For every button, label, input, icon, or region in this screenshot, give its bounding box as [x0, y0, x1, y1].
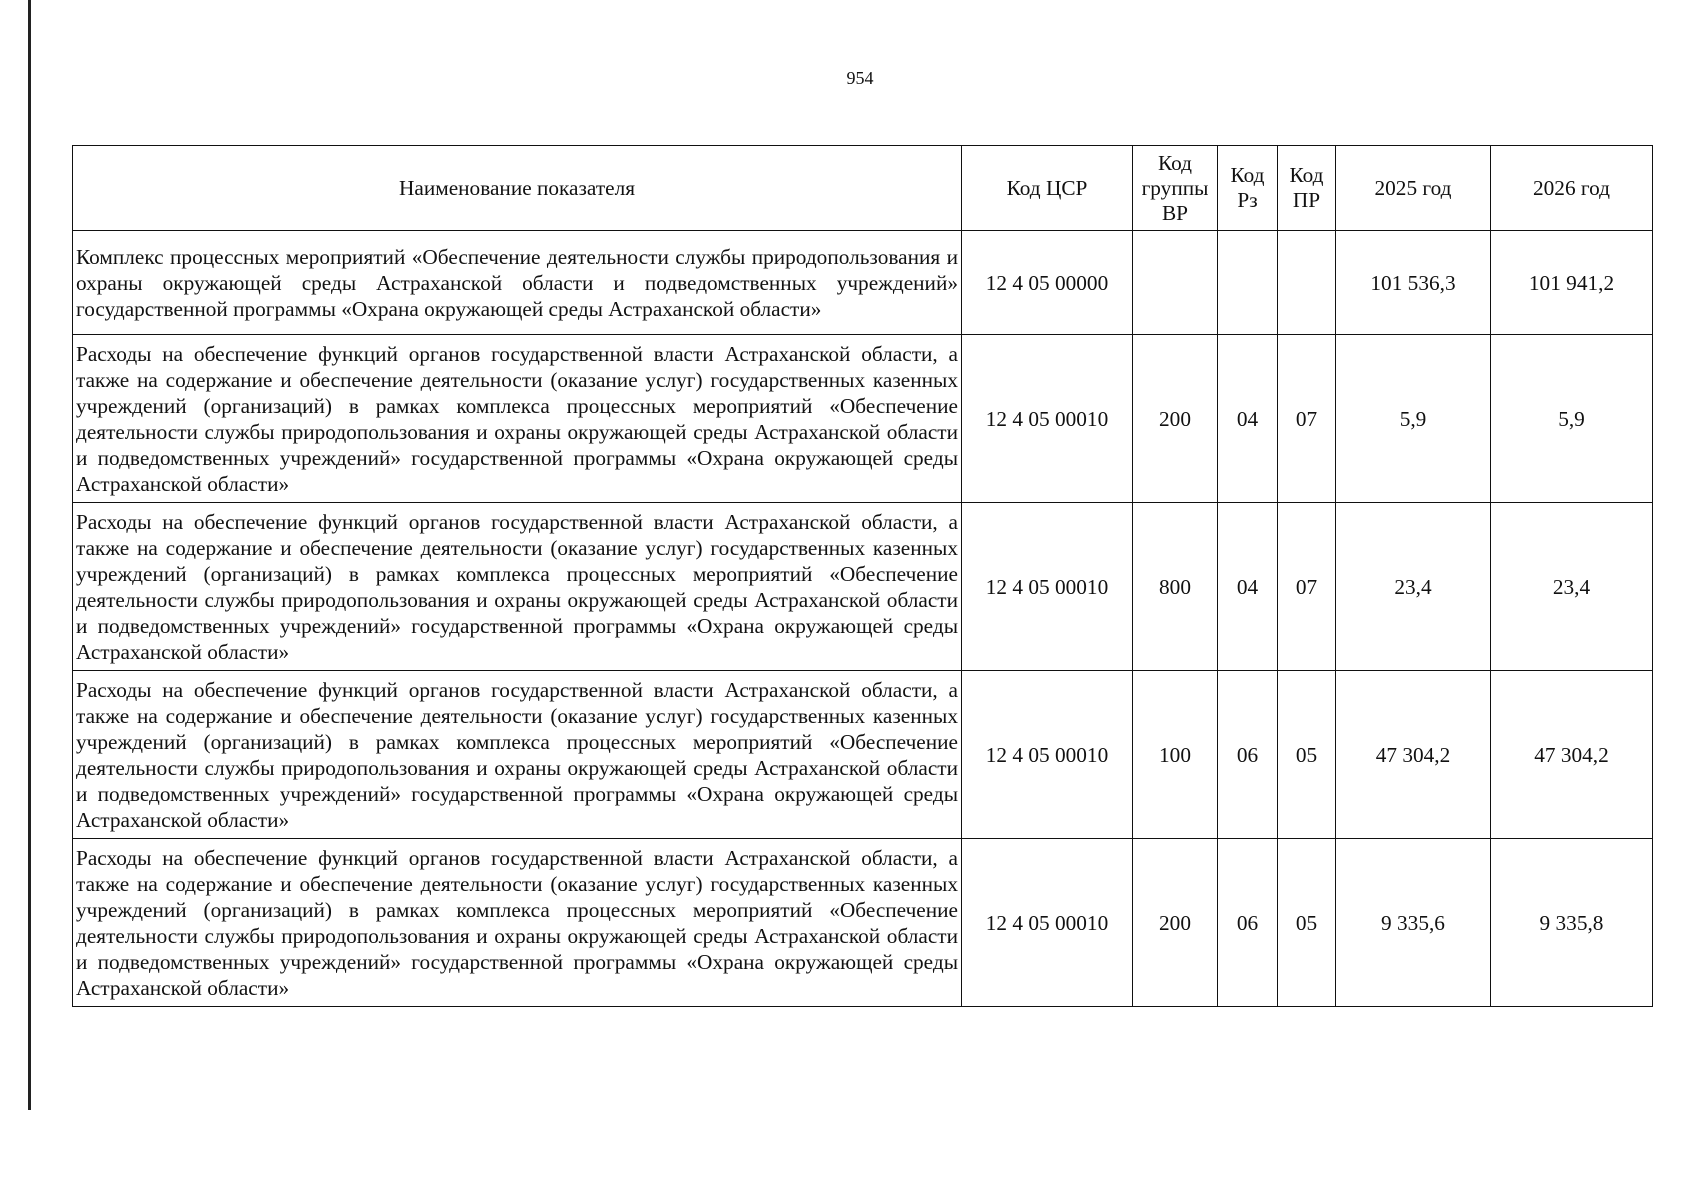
cell-pr: 05: [1278, 839, 1336, 1007]
table-header-row: [73, 146, 1653, 231]
cell-rz: 06: [1218, 839, 1278, 1007]
header-2025: 2025 год: [1336, 146, 1491, 231]
cell-csr: 12 4 05 00010: [962, 839, 1133, 1007]
cell-rz: 06: [1218, 671, 1278, 839]
cell-2025: 101 536,3: [1336, 231, 1491, 335]
cell-pr: 05: [1278, 671, 1336, 839]
cell-rz: [1218, 231, 1278, 335]
cell-csr: 12 4 05 00000: [962, 231, 1133, 335]
cell-csr: 12 4 05 00010: [962, 671, 1133, 839]
header-2026: 2026 год: [1491, 146, 1653, 231]
page-number: 954: [846, 68, 874, 88]
header-csr: Код ЦСР: [962, 146, 1133, 231]
cell-2026: 9 335,8: [1491, 839, 1653, 1007]
table-row: [73, 335, 1653, 503]
cell-2025: 23,4: [1336, 503, 1491, 671]
cell-name: Расходы на обеспечение функций органов государственной власти Астраханской области, а также на содержание и обеспечение деятельности (оказание услуг) государственных казенных учреждений (организаций) в рамках комплекса процессных мероприятий «Обеспечение деятельности службы природопользования и охраны окружающей среды Астраханской области и подведомственных учреждений» государственной программы «Охрана окружающей среды Астраханской области»: [73, 671, 962, 839]
cell-pr: 07: [1278, 503, 1336, 671]
header-rz: Код Рз: [1218, 146, 1278, 231]
budget-table: [72, 145, 1653, 1007]
cell-2025: 47 304,2: [1336, 671, 1491, 839]
cell-vr: 200: [1133, 839, 1218, 1007]
cell-2025: 5,9: [1336, 335, 1491, 503]
header-pr: Код ПР: [1278, 146, 1336, 231]
header-name: Наименование показателя: [73, 146, 962, 231]
cell-rz: 04: [1218, 335, 1278, 503]
cell-vr: 800: [1133, 503, 1218, 671]
cell-vr: 200: [1133, 335, 1218, 503]
cell-2025: 9 335,6: [1336, 839, 1491, 1007]
cell-name: Расходы на обеспечение функций органов государственной власти Астраханской области, а также на содержание и обеспечение деятельности (оказание услуг) государственных казенных учреждений (организаций) в рамках комплекса процессных мероприятий «Обеспечение деятельности службы природопользования и охраны окружающей среды Астраханской области и подведомственных учреждений» государственной программы «Охрана окружающей среды Астраханской области»: [73, 335, 962, 503]
cell-rz: 04: [1218, 503, 1278, 671]
cell-pr: 07: [1278, 335, 1336, 503]
table-row: [73, 231, 1653, 335]
cell-name: Комплекс процессных мероприятий «Обеспечение деятельности службы природопользования и охраны окружающей среды Астраханской области и подведомственных учреждений» государственной программы «Охрана окружающей среды Астраханской области»: [73, 231, 962, 335]
cell-csr: 12 4 05 00010: [962, 503, 1133, 671]
cell-csr: 12 4 05 00010: [962, 335, 1133, 503]
cell-vr: [1133, 231, 1218, 335]
cell-vr: 100: [1133, 671, 1218, 839]
cell-2026: 5,9: [1491, 335, 1653, 503]
binding-margin-line: [28, 0, 31, 1110]
cell-2026: 101 941,2: [1491, 231, 1653, 335]
cell-pr: [1278, 231, 1336, 335]
cell-2026: 47 304,2: [1491, 671, 1653, 839]
table-row: [73, 671, 1653, 839]
cell-2026: 23,4: [1491, 503, 1653, 671]
cell-name: Расходы на обеспечение функций органов государственной власти Астраханской области, а также на содержание и обеспечение деятельности (оказание услуг) государственных казенных учреждений (организаций) в рамках комплекса процессных мероприятий «Обеспечение деятельности службы природопользования и охраны окружающей среды Астраханской области и подведомственных учреждений» государственной программы «Охрана окружающей среды Астраханской области»: [73, 839, 962, 1007]
table-row: [73, 503, 1653, 671]
table-row: [73, 839, 1653, 1007]
header-vr: Код группы ВР: [1133, 146, 1218, 231]
cell-name: Расходы на обеспечение функций органов государственной власти Астраханской области, а также на содержание и обеспечение деятельности (оказание услуг) государственных казенных учреждений (организаций) в рамках комплекса процессных мероприятий «Обеспечение деятельности службы природопользования и охраны окружающей среды Астраханской области и подведомственных учреждений» государственной программы «Охрана окружающей среды Астраханской области»: [73, 503, 962, 671]
